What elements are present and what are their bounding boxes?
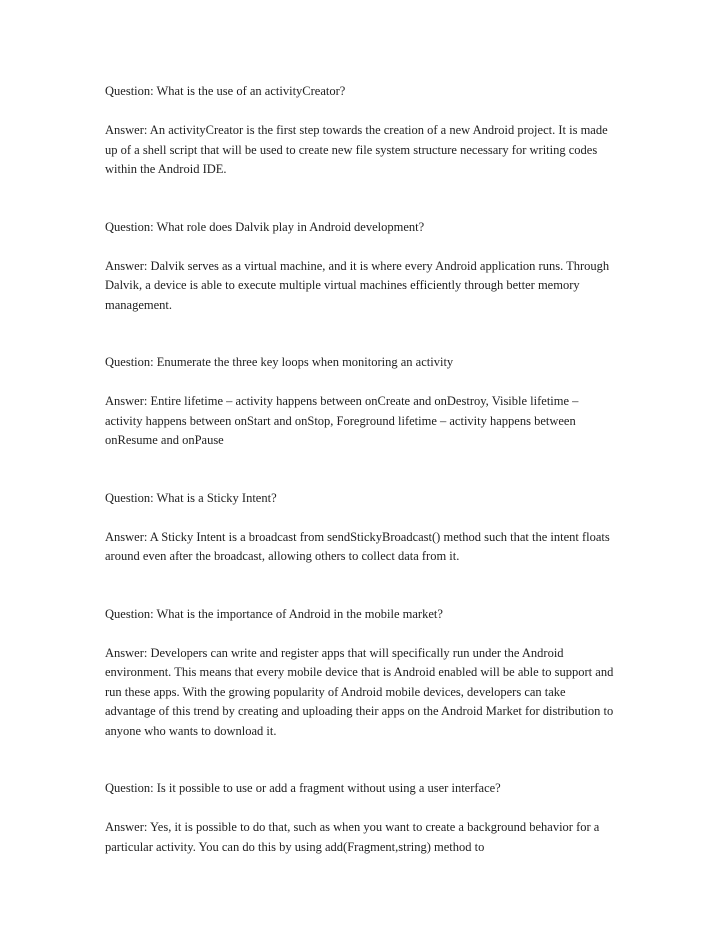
question-text: Question: Enumerate the three key loops when monitoring an activity bbox=[105, 355, 454, 369]
question-text: Question: What is a Sticky Intent? bbox=[105, 490, 277, 505]
answer-text: Answer: Developers can write and register apps that will specifically run under the Android environment. This means that every mobile device that is Android enabled will be able to support and run these apps. With the growing popularity of Android mobile devices, developers can take advantage of this trend by creating and uploading their apps on the Android Market for distribution to anyone who wants to download it. bbox=[105, 645, 614, 738]
answer-text: Answer: Dalvik serves as a virtual machine, and it is where every Android application runs. Through Dalvik, a device is able to execute multiple virtual machines efficiently through better memory management. bbox=[105, 258, 610, 312]
answer-text: Answer: A Sticky Intent is a broadcast from sendStickyBroadcast() method such that the intent floats around even after the broadcast, allowing others to collect data from it. bbox=[105, 529, 610, 563]
qa-block bbox=[105, 779, 615, 857]
qa-block bbox=[105, 605, 615, 742]
question-text: Question: What is the importance of Android in the mobile market? bbox=[105, 606, 443, 621]
answer-text: Answer: An activityCreator is the first step towards the creation of a new Android project. It is made up of a shell script that will be used to create new file system structure necessary for writing codes within the Android IDE. bbox=[105, 123, 608, 176]
qa-block bbox=[105, 353, 615, 451]
question-text: Question: What role does Dalvik play in Android development? bbox=[105, 219, 425, 234]
answer-text: Answer: Yes, it is possible to do that, such as when you want to create a background behavior for a particular activity. You can do this by using add(Fragment,string) method to bbox=[105, 820, 600, 854]
qa-block bbox=[105, 489, 615, 567]
answer-text: Answer: Entire lifetime – activity happens between onCreate and onDestroy, Visible lifetime – activity happens between onStart and onStop, Foreground lifetime – activity happens between onResume and onPause bbox=[105, 394, 579, 447]
question-text: Question: What is the use of an activityCreator? bbox=[105, 84, 346, 98]
qa-block bbox=[105, 218, 615, 316]
qa-block bbox=[105, 82, 615, 180]
question-text: Question: Is it possible to use or add a fragment without using a user interface? bbox=[105, 781, 501, 795]
